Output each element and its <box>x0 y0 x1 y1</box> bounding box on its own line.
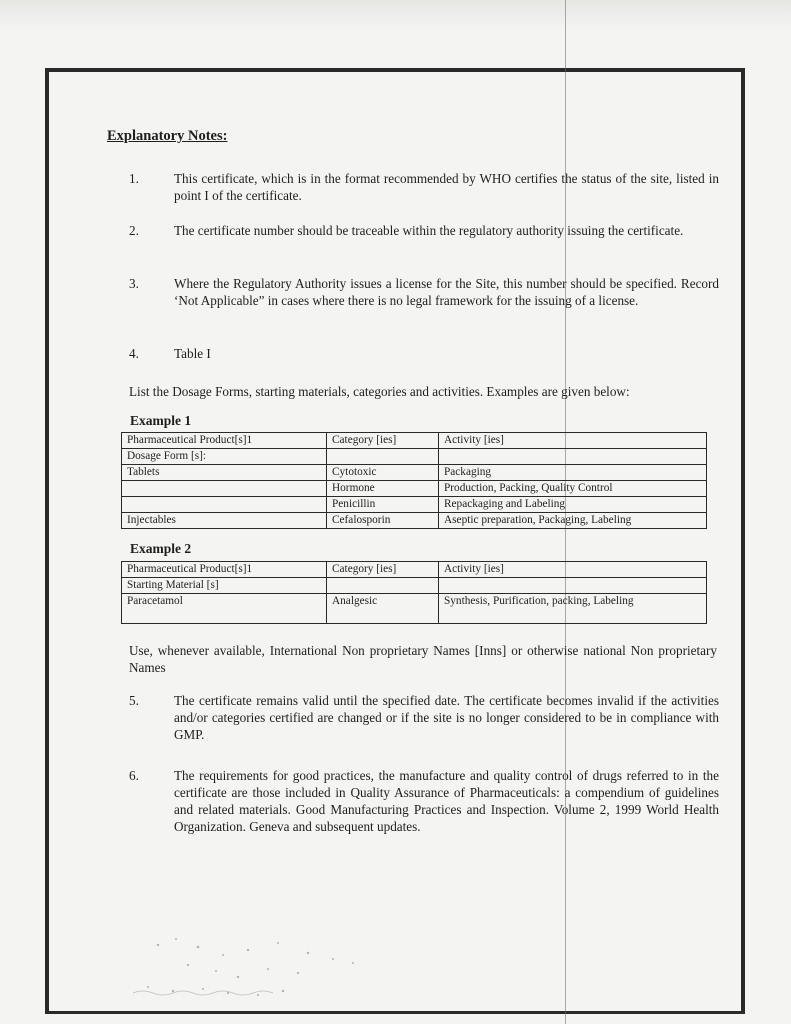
note-text: This certificate, which is in the format recommended by WHO certifies the status of the site, listed in point I of the certificate. <box>174 171 719 203</box>
example-2-title: Example 2 <box>130 541 192 556</box>
note-text: The certificate number should be traceable within the regulatory authority issuing the certificate. <box>174 223 684 238</box>
table-row <box>122 513 707 529</box>
table-row <box>122 465 707 481</box>
table-cell <box>122 497 327 513</box>
example-1-title: Example 1 <box>130 413 192 428</box>
table-cell: Injectables <box>122 513 327 529</box>
table-cell: Activity [ies] <box>439 433 707 449</box>
table-header-row <box>122 433 707 449</box>
table-cell: Tablets <box>122 465 327 481</box>
example-1-table <box>121 432 707 529</box>
table-cell <box>439 578 707 594</box>
faded-stamp-mark <box>128 925 378 1005</box>
note-number: 1. <box>129 171 139 186</box>
scan-shadow <box>0 0 791 30</box>
table-cell <box>439 449 707 465</box>
table-cell <box>122 481 327 497</box>
table-row <box>122 449 707 465</box>
table-cell: Synthesis, Purification, packing, Labeling <box>439 594 707 624</box>
table-cell: Activity [ies] <box>439 562 707 578</box>
note-number: 5. <box>129 693 139 708</box>
page-title: Explanatory Notes: <box>107 128 228 144</box>
table-cell: Cytotoxic <box>327 465 439 481</box>
table-row <box>122 481 707 497</box>
table-cell: Hormone <box>327 481 439 497</box>
note-text: Where the Regulatory Authority issues a license for the Site, this number should be specified. Record ‘Not Applicable” in cases where there is no legal framework for the issuing of a license. <box>174 276 719 308</box>
table-cell: Production, Packing, Quality Control <box>439 481 707 497</box>
table-cell: Cefalosporin <box>327 513 439 529</box>
table-cell: Penicillin <box>327 497 439 513</box>
table-cell: Analgesic <box>327 594 439 624</box>
table-cell: Repackaging and Labeling <box>439 497 707 513</box>
table-cell <box>327 578 439 594</box>
note-number: 4. <box>129 346 139 361</box>
note-number: 6. <box>129 768 139 783</box>
table-cell <box>327 449 439 465</box>
table-cell: Pharmaceutical Product[s]1 <box>122 562 327 578</box>
table-cell: Category [ies] <box>327 562 439 578</box>
table-cell: Pharmaceutical Product[s]1 <box>122 433 327 449</box>
table-row <box>122 594 707 624</box>
example-2-table <box>121 561 707 624</box>
table-cell: Paracetamol <box>122 594 327 624</box>
inn-note: Use, whenever available, International Non proprietary Names [Inns] or otherwise national Non proprietary Names <box>129 643 717 675</box>
table-cell: Dosage Form [s]: <box>122 449 327 465</box>
table-cell: Aseptic preparation, Packaging, Labeling <box>439 513 707 529</box>
note-text: Table I <box>174 346 211 361</box>
table-header-row <box>122 562 707 578</box>
table-row <box>122 497 707 513</box>
note-text: The requirements for good practices, the manufacture and quality control of drugs referred to in the certificate are those included in Quality Assurance of Pharmaceuticals: a compendium of guidelines and related materials. Good Manufacturing Practices and Inspection. Volume 2, 1999 World Health Organization. Geneva and subsequent updates. <box>174 768 719 834</box>
note-number: 3. <box>129 276 139 291</box>
table-cell: Starting Material [s] <box>122 578 327 594</box>
table-cell: Packaging <box>439 465 707 481</box>
note-number: 2. <box>129 223 139 238</box>
table-cell: Category [ies] <box>327 433 439 449</box>
table-row <box>122 578 707 594</box>
note-text: The certificate remains valid until the specified date. The certificate becomes invalid if the activities and/or categories certified are changed or if the site is no longer considered to be in compliance with GMP. <box>174 693 719 742</box>
list-intro: List the Dosage Forms, starting materials, categories and activities. Examples are given below: <box>129 384 630 399</box>
